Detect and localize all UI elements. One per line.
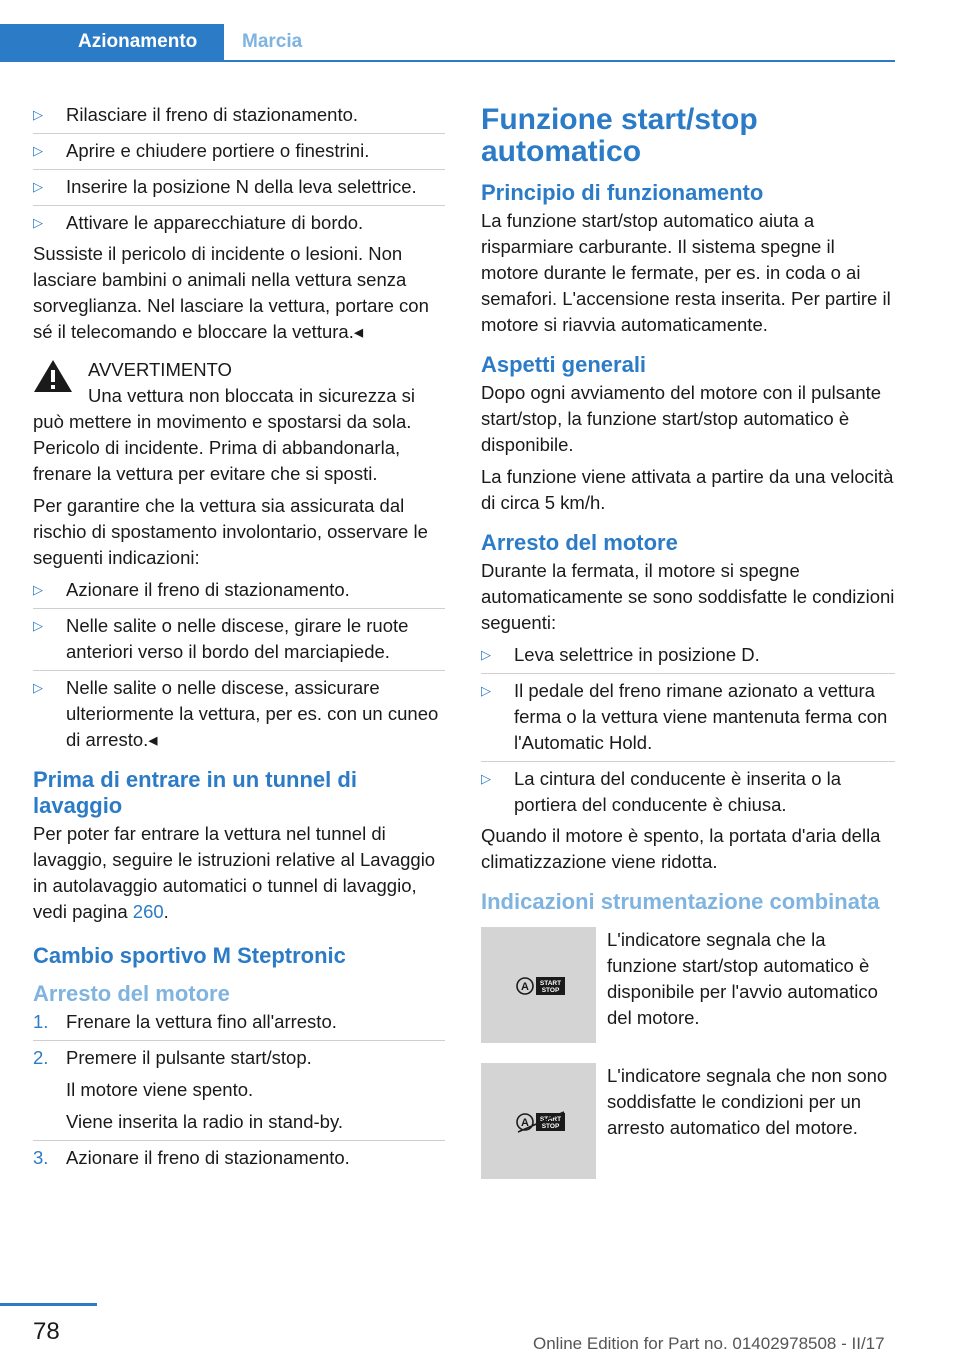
list-item: 3. Azionare il freno di stazionamento. [33,1140,445,1171]
triangle-bullet-icon: ▷ [33,582,43,597]
triangle-bullet-icon: ▷ [33,179,43,194]
list-item: ▷ Aprire e chiudere portiere o finestrini. [33,133,445,164]
bullet-list-safety [33,577,445,753]
heading-steptronic: Cambio sportivo M Steptronic [33,943,346,968]
warning-triangle-icon [33,359,73,393]
list-item: ▷ Inserire la posizione N della leva selettrice. [33,169,445,200]
heading-principle: Principio di funzionamento [481,180,764,205]
header-tabbar [0,24,895,62]
paragraph-guarantee: Per garantire che la vettura sia assicurata dal rischio di spostamento involontario, osservare le seguenti indicazioni: [33,495,428,568]
svg-text:STOP: STOP [541,1123,560,1130]
tab-azionamento[interactable]: Azionamento [0,24,224,60]
heading-general: Aspetti generali [481,352,647,377]
page-link[interactable]: 260 [132,901,164,922]
warning-body: Una vettura non bloccata in sicurezza si può mettere in movimento e spostarsi da sola. Pericolo di incidente. Prima di abbandonarla, frenare la vettura per evitare che si sposti. [33,385,416,484]
svg-text:A: A [521,981,529,993]
paragraph-danger: Sussiste il pericolo di incidente o lesioni. Non lasciare bambini o animali nella vettura senza sorveglianza. Nel lasciare la vettura, portare con sé il telecomando e bloccare la vettura.◂ [33,243,429,342]
page-number: 78 [33,1318,60,1345]
paragraph-tunnel: Per poter far entrare la vettura nel tunnel di lavaggio, seguire le istruzioni relative al Lavaggio in autolavaggio automatici o tunnel di lavaggio, vedi pagina 260. [33,823,436,922]
start-stop-active-icon [516,975,566,997]
svg-text:START: START [539,1116,562,1123]
list-item: ▷ Nelle salite o nelle discese, girare le ruote anteriori verso il bordo del marciapiede. [33,608,445,665]
page-title: Funzione start/stop automatico [481,103,758,168]
triangle-bullet-icon: ▷ [481,683,491,698]
steps-list [33,1009,445,1171]
triangle-bullet-icon: ▷ [33,107,43,122]
step-number: 1. [33,1011,49,1032]
left-column [33,102,445,1176]
triangle-bullet-icon: ▷ [481,771,491,786]
paragraph-general-2: La funzione viene attivata a partire da una velocità di circa 5 km/h. [481,466,894,513]
indicator-image [481,1063,596,1179]
warning-box [33,357,445,487]
list-item: ▷ Rilasciare il freno di stazionamento. [33,102,445,128]
indicator-text: L'indicatore segnala che la funzione start/stop automatico è disponibile per l'avvio automatico del motore. [607,929,878,1028]
step-number: 3. [33,1147,49,1168]
svg-text:A: A [521,1117,529,1129]
indicator-available [481,927,895,1043]
svg-text:START: START [539,980,562,987]
list-item: ▷ La cintura del conducente è inserita o la portiera del conducente è chiusa. [481,761,895,818]
triangle-bullet-icon: ▷ [33,618,43,633]
indicator-unavailable [481,1063,895,1179]
paragraph-general-1: Dopo ogni avviamento del motore con il pulsante start/stop, la funzione start/stop automatico è disponibile. [481,382,882,455]
paragraph-principle: La funzione start/stop automatico aiuta a risparmiare carburante. Il sistema spegne il motore durante le fermate, per es. in coda o ai semafori. L'accensione resta inserita. Per partire il motore si riavvia automaticamente. [481,210,891,335]
tab-marcia[interactable]: Marcia [242,31,303,52]
heading-stop-right: Arresto del motore [481,530,678,555]
edition-label: Online Edition for Part no. 01402978508 - II/17 [533,1334,885,1353]
triangle-bullet-icon: ▷ [33,215,43,230]
heading-tunnel: Prima di entrare in un tunnel di lavaggio [33,767,357,818]
triangle-bullet-icon: ▷ [33,143,43,158]
svg-text:STOP: STOP [541,987,560,994]
warning-title: AVVERTIMENTO [88,359,232,380]
start-stop-inactive-icon [516,1111,566,1133]
footer-divider [0,1303,97,1306]
indicator-image [481,927,596,1043]
list-item: ▷ Azionare il freno di stazionamento. [33,577,445,603]
list-item: ▷ Nelle salite o nelle discese, assicurare ulteriormente la vettura, per es. con un cuneo di arresto.◂ [33,670,445,753]
list-item: ▷ Leva selettrice in posizione D. [481,642,895,668]
list-item: ▷ Attivare le apparecchiature di bordo. [33,205,445,236]
step-number: 2. [33,1047,49,1068]
triangle-bullet-icon: ▷ [481,647,491,662]
paragraph-air: Quando il motore è spento, la portata d'aria della climatizzazione viene ridotta. [481,825,881,872]
list-item: 2. Premere il pulsante start/stop. Il motore viene spento. Viene inserita la radio in stand-by. [33,1040,445,1135]
list-item: 1. Frenare la vettura fino all'arresto. [33,1009,445,1035]
indicator-text: L'indicatore segnala che non sono soddisfatte le condizioni per un arresto automatico del motore. [607,1065,888,1138]
triangle-bullet-icon: ▷ [33,680,43,695]
paragraph-stop: Durante la fermata, il motore si spegne automaticamente se sono soddisfatte le condizioni seguenti: [481,560,895,633]
heading-indicators: Indicazioni strumentazione combinata [481,889,880,914]
bullet-list-stop [481,642,895,818]
heading-stop-left: Arresto del motore [33,981,230,1006]
bullet-list-top [33,102,445,236]
right-column [481,104,895,1199]
list-item: ▷ Il pedale del freno rimane azionato a vettura ferma o la vettura viene mantenuta ferma con l'Automatic Hold. [481,673,895,756]
